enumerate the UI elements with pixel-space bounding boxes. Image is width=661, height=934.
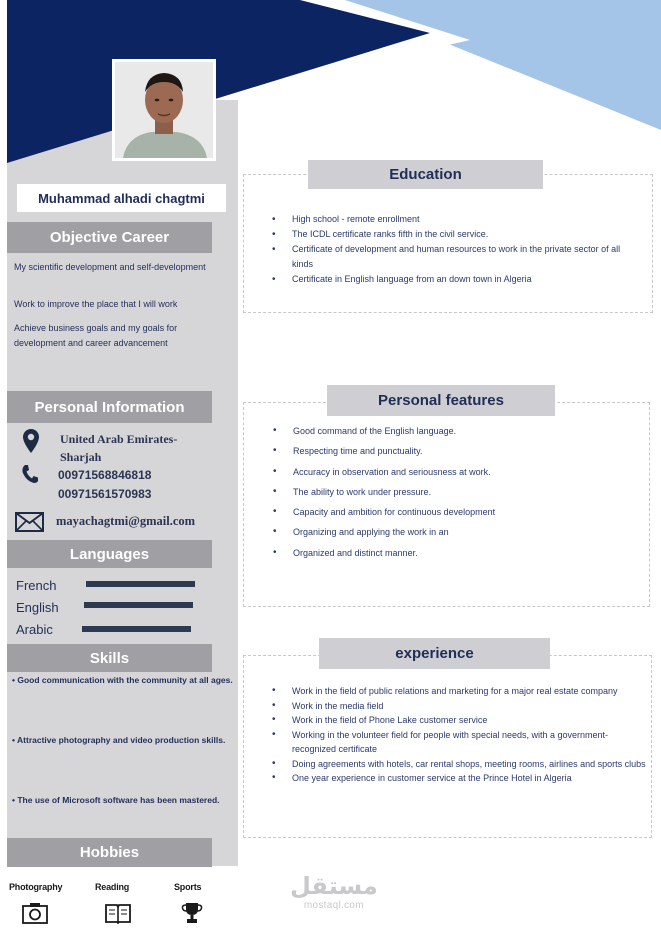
feature-item: • Respecting time and punctuality. (273, 441, 633, 461)
trophy-icon (181, 902, 203, 924)
camera-icon (22, 902, 48, 924)
objective-item: Work to improve the place that I will work (14, 299, 178, 309)
languages-section-title: Languages (7, 540, 212, 568)
education-section-title: Education (308, 160, 543, 189)
language-name: French (16, 578, 57, 593)
profile-photo-frame (112, 59, 216, 161)
language-name: English (16, 600, 59, 615)
education-item: • The ICDL certificate ranks fifth in the civil service. (272, 227, 632, 242)
objective-item: My scientific development and self-development (14, 262, 206, 272)
hobby-label: Reading (95, 882, 130, 892)
phone-number-2: 00971561570983 (58, 487, 152, 501)
objective-section-title: Objective Career (7, 222, 212, 253)
skills-section-title: Skills (7, 644, 212, 672)
feature-item: • Good command of the English language. (273, 421, 633, 441)
feature-item: • Organizing and applying the work in an (273, 522, 633, 542)
location-pin-icon (22, 428, 40, 454)
education-list (272, 212, 632, 287)
navy-banner (7, 0, 430, 163)
address-line-1: United Arab Emirates- (60, 432, 178, 446)
left-edge-strip (0, 0, 7, 240)
objective-item: Achieve business goals and my goals for development and career advancement (14, 323, 178, 348)
phone-icon (21, 464, 39, 484)
experience-item: • Work in the media field (272, 699, 647, 714)
skill-item: • The use of Microsoft software has been mastered. (12, 795, 220, 805)
experience-list (272, 684, 647, 786)
feature-item: • Organized and distinct manner. (273, 543, 633, 563)
hobby-label: Sports (174, 882, 202, 892)
education-item: • High school - remote enrollment (272, 212, 632, 227)
profile-photo (115, 62, 213, 158)
experience-item: • Work in the field of public relations and marketing for a major real estate company (272, 684, 647, 699)
features-section-title: Personal features (327, 385, 555, 416)
hobby-label: Photography (9, 882, 63, 892)
feature-item: • Accuracy in observation and seriousness at work. (273, 462, 633, 482)
address-line-2: Sharjah (60, 450, 102, 464)
personal-info-section-title: Personal Information (7, 391, 212, 423)
features-list (273, 421, 633, 563)
skill-item: • Attractive photography and video production skills. (12, 735, 226, 745)
watermark-arabic: مستقل (290, 873, 378, 900)
language-name: Arabic (16, 622, 53, 637)
hobbies-section-title: Hobbies (7, 838, 212, 867)
skill-item: • Good communication with the community at all ages. (12, 675, 233, 685)
education-item: • Certificate of development and human resources to work in the private sector of all kinds (272, 242, 632, 272)
envelope-icon (15, 512, 44, 532)
email-address: mayachagtmi@gmail.com (56, 514, 196, 528)
watermark (290, 874, 378, 911)
phone-number-1: 00971568846818 (58, 468, 152, 482)
experience-item: • One year experience in customer service at the Prince Hotel in Algeria (272, 771, 647, 786)
experience-item: • Working in the volunteer field for people with special needs, with a government-recognized certificate (272, 728, 647, 757)
book-icon (104, 902, 132, 924)
experience-item: • Doing agreements with hotels, car rental shops, meeting rooms, airlines and sports clubs (272, 757, 647, 772)
feature-item: • Capacity and ambition for continuous development (273, 502, 633, 522)
experience-item: • Work in the field of Phone Lake customer service (272, 713, 647, 728)
feature-item: • The ability to work under pressure. (273, 482, 633, 502)
experience-section-title: experience (319, 638, 550, 669)
language-level-bar (86, 581, 195, 587)
education-item: • Certificate in English language from an down town in Algeria (272, 272, 632, 287)
language-level-bar (82, 626, 191, 632)
watermark-latin: mostaql.com (303, 900, 364, 911)
language-level-bar (84, 602, 193, 608)
profile-name: Muhammad alhadi chagtmi (17, 184, 226, 212)
